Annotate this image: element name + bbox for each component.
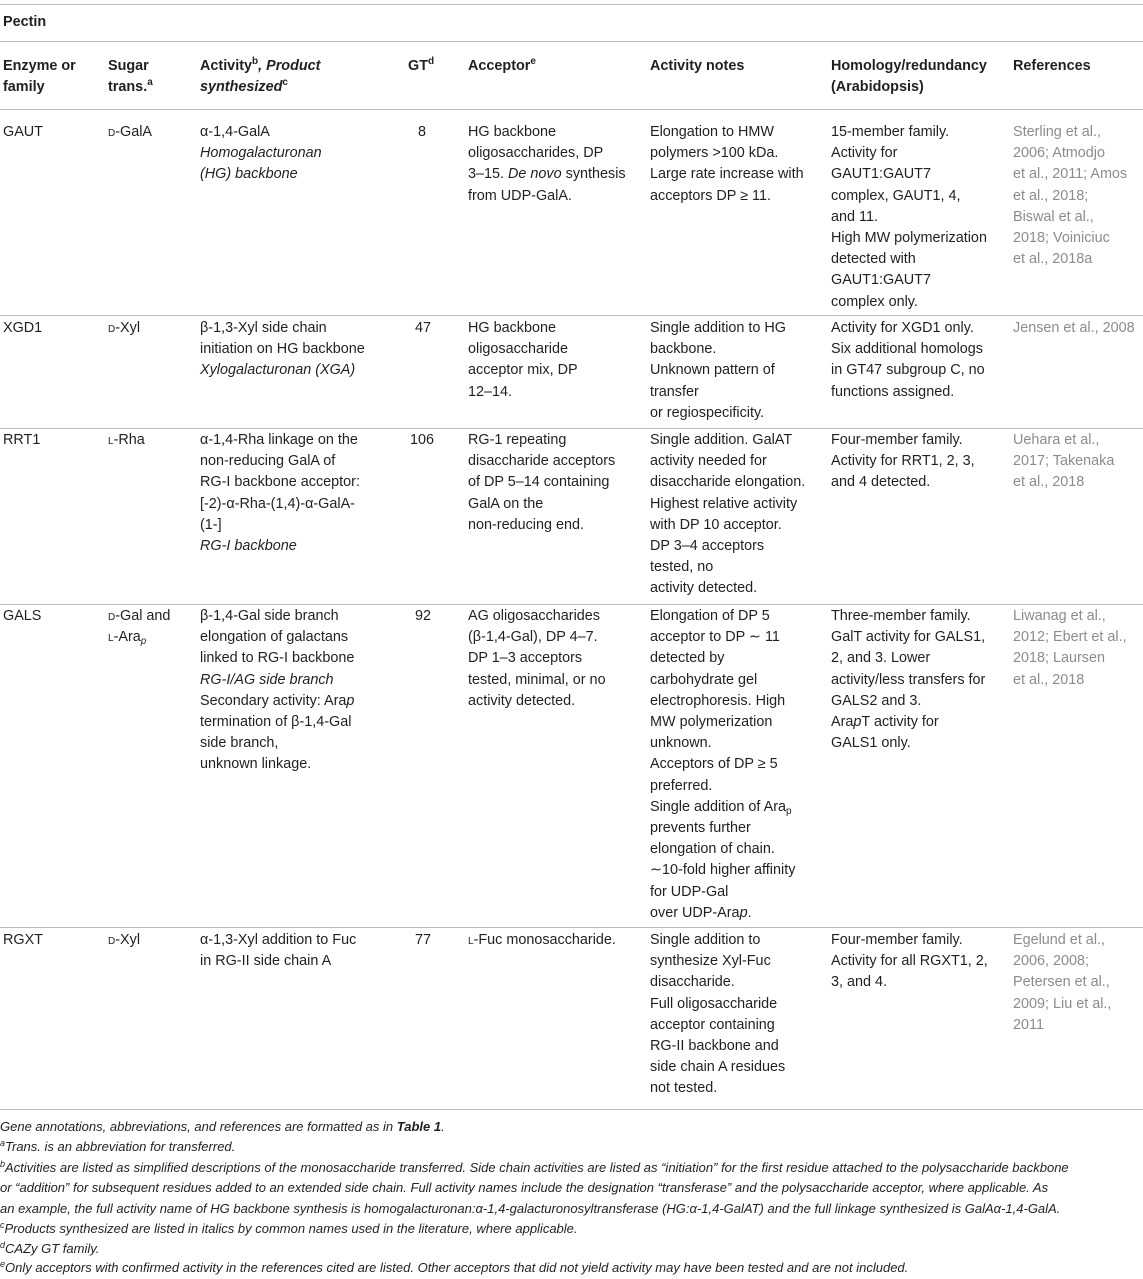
rule-row-rrt1 [0,604,1143,605]
rgxt-enzyme: RGXT [3,932,43,948]
rule-row-gals [0,927,1143,928]
rrt1-acceptor: RG-1 repeating disaccharide acceptors of DP 5–14 containing GalA on the non-reducing end. [468,432,616,533]
rrt1-enzyme: RRT1 [3,432,41,448]
gaut-activity: α-1,4-GalA Homogalacturonan (HG) backbone [200,124,322,183]
rule-top [0,4,1143,5]
gals-homology: Three-member family. GalT activity for GALS1, 2, and 3. Lower activity/less transfers for GALS2 and 3. ArapT activity for GALS1 only. [831,608,986,752]
rule-row-xgd1 [0,428,1143,429]
xgd1-homology: Activity for XGD1 only. Six additional homologs in GT47 subgroup C, no functions assigned. [831,320,985,400]
footnote-intro: Gene annotations, abbreviations, and references are formatted as in Table 1. [0,1119,445,1134]
header-gt: $GT^d$ [408,56,435,74]
footnote-e: $^e$Only acceptors with confirmed activity in the references cited are listed. Other acceptors that did not yield activity may have been tested and are not included. [0,1259,909,1275]
gals-sugar: d-Gal and l-Ara$_p$ [108,608,171,648]
rrt1-homology: Four-member family. Activity for RRT1, 2, 3, and 4 detected. [831,432,975,491]
rgxt-acceptor: l-Fuc monosaccharide. [468,932,616,948]
rgxt-gt: 77 [415,932,432,948]
xgd1-activity: β-1,3-Xyl side chain initiation on HG backbone Xylogalacturonan (XGA) [200,320,365,379]
gals-gt: 92 [415,608,432,624]
gaut-sugar: d-GalA [108,124,153,140]
gals-references[interactable]: Liwanag et al., 2012; Ebert et al., 2018; Laursen et al., 2018 [1013,608,1127,688]
rule-row-gaut [0,315,1143,316]
rgxt-sugar: d-Xyl [108,932,141,948]
section-title: Pectin [3,14,47,30]
gaut-gt: 8 [418,124,427,140]
gaut-notes: Elongation to HMW polymers >100 kDa. Large rate increase with acceptors DP ≥ 11. [650,124,804,204]
footnote-a: $^a$Trans. is an abbreviation for transferred. [0,1138,236,1154]
footnote-d: $^d$CAZy GT family. [0,1240,100,1256]
header-sugar: Sugar trans.$^a$ [108,58,153,96]
rgxt-notes: Single addition to synthesize Xyl-Fuc disaccharide. Full oligosaccharide acceptor containing RG-II backbone and side chain A residues not tested. [650,932,786,1097]
rrt1-activity: α-1,4-Rha linkage on the non-reducing GalA of RG-I backbone acceptor: [-2)-α-Rha-(1,4)-α-GalA- (1-] RG-I backbone [200,432,360,555]
rgxt-homology: Four-member family. Activity for all RGXT1, 2, 3, and 4. [831,932,988,991]
rrt1-references[interactable]: Uehara et al., 2017; Takenaka et al., 2018 [1013,432,1115,491]
rule-under-header [0,109,1143,110]
gaut-acceptor: HG backbone oligosaccharides, DP 3–15. De novo synthesis from UDP-GalA. [468,124,626,204]
gaut-references[interactable]: Sterling et al., 2006; Atmodjo et al., 2011; Amos et al., 2018; Biswal et al., 2018; Voiniciuc et al., 2018a [1013,124,1128,268]
gals-enzyme: GALS [3,608,42,624]
footnote-c: $^c$Products synthesized are listed in italics by common names used in the literature, where applicable. [0,1220,578,1236]
header-activity: Activity$^b$, Product synthesized$^c$ [200,56,321,96]
rrt1-sugar: l-Rha [108,432,145,448]
rrt1-notes: Single addition. GalAT activity needed for disaccharide elongation. Highest relative activity with DP 10 acceptor. DP 3–4 acceptors tested, no activity detected. [650,432,806,597]
header-homology: Homology/redundancy (Arabidopsis) [831,58,987,96]
xgd1-sugar: d-Xyl [108,320,141,336]
rule-bottom [0,1109,1143,1110]
header-acceptor: Acceptor$^e$ [468,56,536,74]
header-enzyme: Enzyme or family [3,58,76,96]
rule-under-title [0,41,1143,42]
xgd1-gt: 47 [415,320,432,336]
gals-notes: Elongation of DP 5 acceptor to DP ∼ 11 detected by carbohydrate gel electrophoresis. High MW polymerization unknown. Acceptors of DP ≥ 5 preferred. Single addition of Ara$_p$ prevents further elongation of chain. ∼10-fold higher affinity for UDP-Gal over UDP-Arap. [650,608,796,921]
rgxt-references[interactable]: Egelund et al., 2006, 2008; Petersen et al., 2009; Liu et al., 2011 [1013,932,1112,1033]
rrt1-gt: 106 [410,432,435,448]
gaut-homology: 15-member family. Activity for GAUT1:GAUT7 complex, GAUT1, 4, and 11. High MW polymerization detected with GAUT1:GAUT7 complex only. [831,124,987,310]
gaut-enzyme: GAUT [3,124,43,140]
gals-acceptor: AG oligosaccharides (β-1,4-Gal), DP 4–7. DP 1–3 acceptors tested, minimal, or no activity detected. [468,608,606,709]
table-1-link[interactable]: Table 1 [396,1119,442,1134]
xgd1-references[interactable]: Jensen et al., 2008 [1013,320,1135,336]
xgd1-acceptor: HG backbone oligosaccharide acceptor mix, DP 12–14. [468,320,578,400]
footnote-b: $^b$Activities are listed as simplified descriptions of the monosaccharide transferred. Side chain activities are listed as “initiation” for the first residue attached to the polysaccharide backbone or “addition” for subsequent residues added to an extended side chain. Full activity names include the designation “transferase” and the polysaccharide acceptor, where applicable. As an example, the full activity name of HG backbone synthesis is homogalacturonan:α-1,4-galacturonosyltransferase (HG:α-1,4-GalAT) and the full linkage synthesized is GalAα-1,4-GalA. [0,1159,1069,1216]
header-activity-notes: Activity notes [650,58,745,74]
gals-activity: β-1,4-Gal side branch elongation of galactans linked to RG-I backbone RG-I/AG side branch Secondary activity: Arap termination of β-1,4-Gal side branch, unknown linkage. [200,608,355,773]
rgxt-activity: α-1,3-Xyl addition to Fuc in RG-II side chain A [200,932,357,970]
xgd1-notes: Single addition to HG backbone. Unknown pattern of transfer or regiospecificity. [650,320,786,421]
header-references: References [1013,58,1091,74]
xgd1-enzyme: XGD1 [3,320,43,336]
